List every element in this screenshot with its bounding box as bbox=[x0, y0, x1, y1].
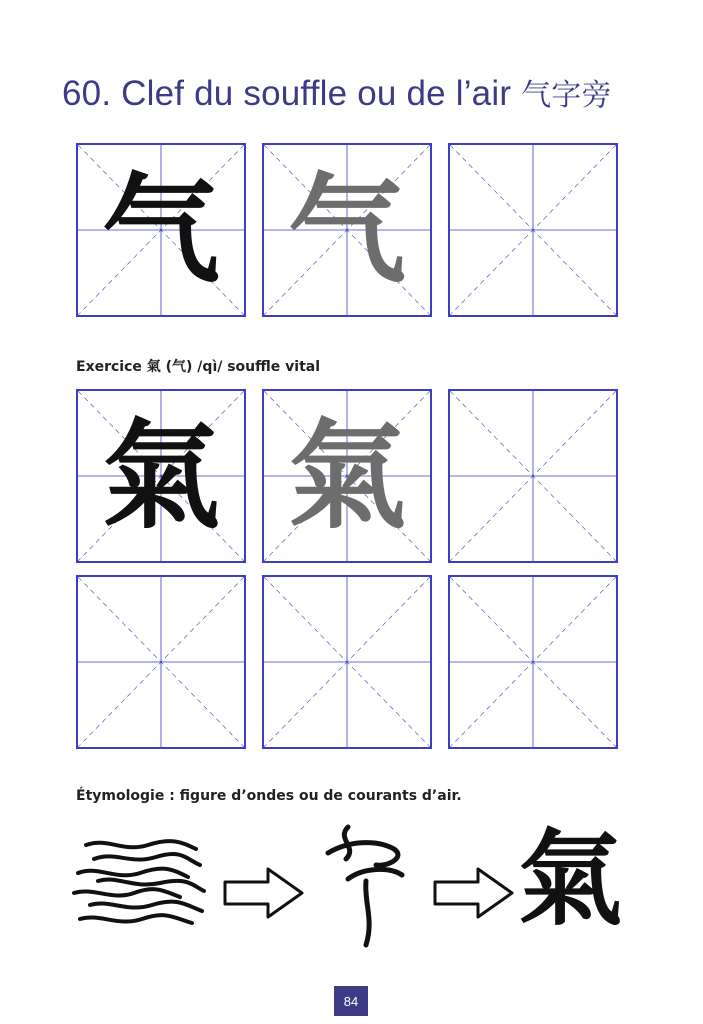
grid-guide-lines bbox=[450, 391, 616, 561]
exercise-trace-glyph: 氣 bbox=[287, 406, 406, 545]
title-text: 60. Clef du souffle ou de l’air bbox=[62, 74, 512, 113]
radical-model-glyph: 气 bbox=[101, 160, 220, 299]
practice-cell-exercise-trace bbox=[262, 389, 432, 563]
air-currents-drawing-icon bbox=[68, 835, 213, 935]
page-number: 84 bbox=[334, 986, 368, 1016]
page-title bbox=[62, 70, 682, 114]
practice-cell-empty[interactable] bbox=[262, 575, 432, 749]
grid-guide-lines bbox=[450, 145, 616, 315]
arrow-right-icon bbox=[222, 865, 306, 921]
exercise-label: Exercice 氣 (气) /qì/ souffle vital bbox=[76, 359, 321, 375]
radical-trace-glyph: 气 bbox=[287, 160, 406, 299]
grid-guide-lines bbox=[264, 577, 430, 747]
title-chinese: 气字旁 bbox=[521, 78, 612, 113]
etymology-label: Étymologie : figure d’ondes ou de courants d’air. bbox=[76, 788, 462, 804]
practice-cell-exercise-model bbox=[76, 389, 246, 563]
practice-cell-radical-empty[interactable] bbox=[448, 143, 618, 317]
ancient-script-qi-icon bbox=[318, 819, 418, 955]
practice-cell-radical-model bbox=[76, 143, 246, 317]
modern-character: 氣 bbox=[518, 817, 623, 940]
practice-cell-radical-trace bbox=[262, 143, 432, 317]
practice-cell-empty[interactable] bbox=[448, 575, 618, 749]
arrow-right-icon bbox=[432, 865, 516, 921]
practice-cell-exercise-empty[interactable] bbox=[448, 389, 618, 563]
grid-guide-lines bbox=[78, 577, 244, 747]
practice-cell-empty[interactable] bbox=[76, 575, 246, 749]
etymology-illustration bbox=[60, 815, 650, 965]
grid-guide-lines bbox=[450, 577, 616, 747]
exercise-model-glyph: 氣 bbox=[101, 406, 220, 545]
